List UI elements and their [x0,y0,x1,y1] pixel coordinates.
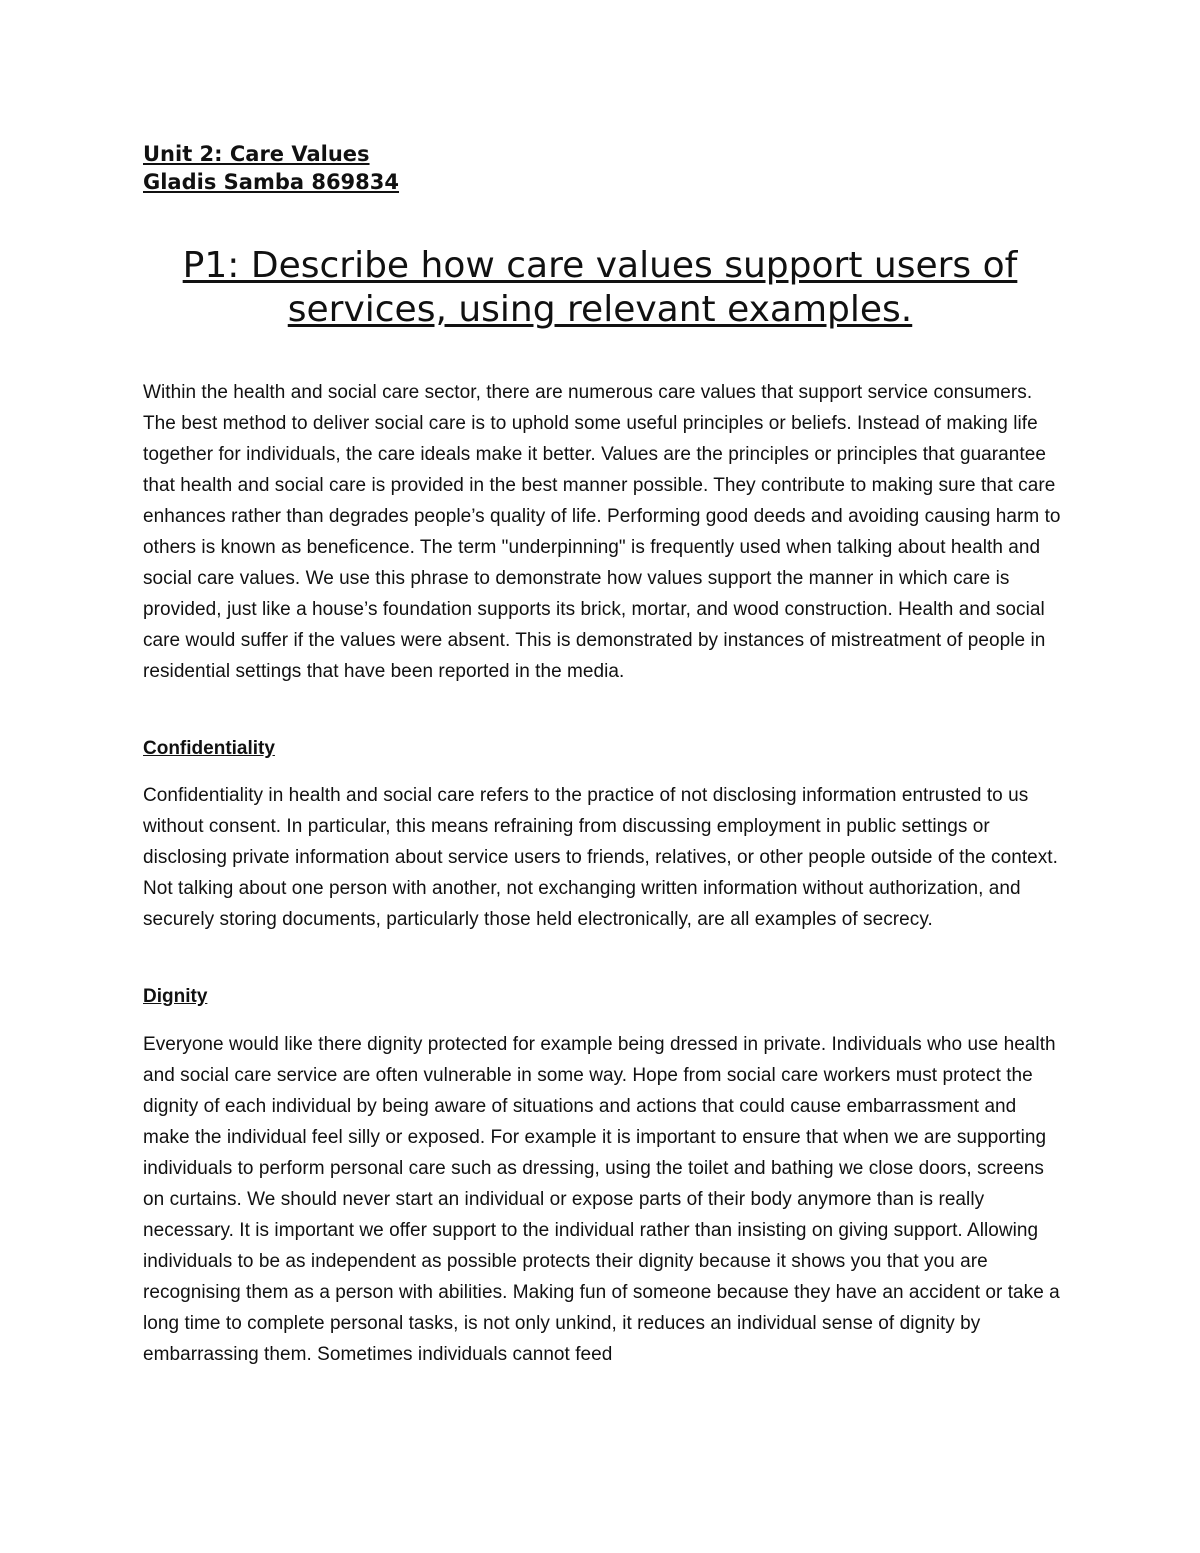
main-heading: P1: Describe how care values support users of services, using relevant examples. [182,245,1018,330]
author-line: Gladis Samba 869834 [143,170,400,194]
document-header [143,140,399,196]
intro-paragraph: Within the health and social care sector, there are numerous care values that support service consumers. The best method to deliver social care is to uphold some useful principles or beliefs. Instead of making life together for individuals, the care ideals make it better. Values are the principles or principles that guarantee that health and social care is provided in the best manner possible. They contribute to making sure that care enhances rather than degrades people’s quality of life. Performing good deeds and avoiding causing harm to others is known as beneficence. The term "underpinning" is frequently used when talking about health and social care values. We use this phrase to demonstrate how values support the manner in which care is provided, just like a house’s foundation supports its brick, mortar, and wood construction. Health and social care would suffer if the values were absent. This is demonstrated by instances of mistreatment of people in residential settings that have been reported in the media. [143,382,1061,682]
section-paragraph-dignity: Everyone would like there dignity protected for example being dressed in private. Individuals who use health and social care service are often vulnerable in some way. Hope from social care workers must protect the dignity of each individual by being aware of situations and actions that could cause embarrassment and make the individual feel silly or exposed. For example it is important to ensure that when we are supporting individuals to perform personal care such as dressing, using the toilet and bathing we close doors, screens on curtains. We should never start an individual or expose parts of their body anymore than is really necessary. It is important we offer support to the individual rather than insisting on giving support. Allowing individuals to be as independent as possible protects their dignity because it shows you that you are recognising them as a person with abilities. Making fun of someone because they have an accident or take a long time to complete personal tasks, is not only unkind, it reduces an individual sense of dignity by embarrassing them. Sometimes individuals cannot feed [143,1034,1060,1365]
unit-title: Unit 2: Care Values [143,142,370,166]
section-heading-dignity: Dignity [143,986,208,1007]
section-paragraph-confidentiality: Confidentiality in health and social care refers to the practice of not disclosing information entrusted to us without consent. In particular, this means refraining from discussing employment in public settings or disclosing private information about service users to friends, relatives, or other people outside of the context. Not talking about one person with another, not exchanging written information without authorization, and securely storing documents, particularly those held electronically, are all examples of secrecy. [143,785,1058,930]
section-heading-confidentiality: Confidentiality [143,738,275,759]
